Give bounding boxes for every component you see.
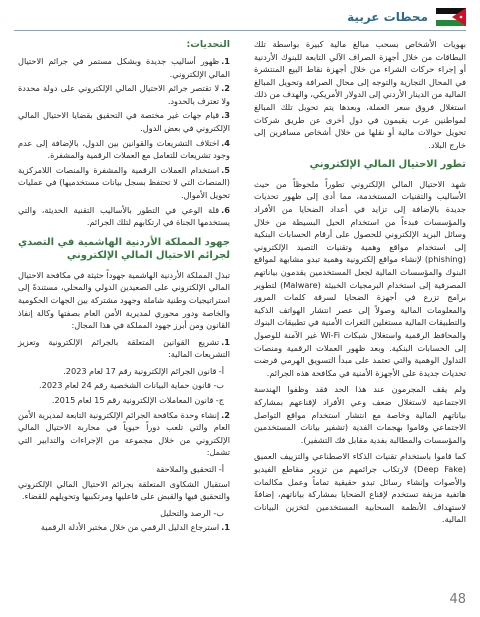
item-number: 2. [221,83,230,94]
jordan-flag-icon [436,8,466,26]
list-item [18,164,230,202]
list-item [18,204,230,229]
list-item [18,409,230,459]
efforts-list-2 [18,409,230,459]
right-column [254,38,466,530]
header-divider [14,30,466,31]
efforts-heading: جهود المملكة الأردنية الهاشمية في التصدي لجرائم الاحتيال المالي الإلكتروني [18,236,230,262]
efforts-list [18,336,230,361]
item-number: 1. [221,336,230,347]
subheading-monitoring: ب- الرصد والتحليل [160,507,224,518]
item-text: قلة الوعي في التطور بالأساليب التقنية الحديثة، والتي يستخدمها الجناة في ارتكابهم لتلك الجرائم. [18,204,230,228]
item-text: لا تقتصر جرائم الاحتيال المالي الإلكتروني على دولة محددة ولا تعترف بالحدود. [18,83,230,106]
law-item: ب- قانون حماية البيانات الشخصية رقم 24 لعام 2023. [39,380,224,391]
evolution-paragraph-2: ولم يقف المجرمون عند هذا الحد فقد وظفوا الهندسة الاجتماعية لاستغلال ضعف وعي الأفراد لإقناعهم بمشاركة بياناتهم المالية وخاصة مع انتشار استخدام مواقع التواصل الاجتماعي وقاموا بهجمات الفدية (تشفير بيانات المستخدمين والمؤسسات والمطالبة بفدية مقابل فك التشفير). [254,384,466,445]
subheading-investigation: أ- التحقيق والملاحقة [156,464,224,475]
intro-paragraph: بهويات الأشخاص بسحب مبالغ مالية كبيرة بواسطة تلك البطاقات من خلال أجهزة الصراف الآلي التابعة للبنوك الأردنية أو إجراء حركات الشراء من خلال أجهزة نقاط البيع المنتشرة في المحال التجارية والتوجه إلى محال الصرافة وتحويل المبالغ المالية من الدينار الأردني إلى الدولار الأمريكي، والهدف من ذلك استغلال فروق سعر العملة، وبعدها يتم تحويل تلك المبالغ لمواطنين عرب يقيمون في دول أخرى عن طريق شركات تحويل حوالات مالية أو نقلها من خلال أشخاص مسافرين إلى خارج البلاد. [254,39,466,150]
list-item [18,109,230,134]
monitoring-list [18,521,230,534]
evolution-paragraph-1: شهد الاحتيال المالي الإلكتروني تطوراً ملحوظاً من حيث الأساليب والتقنيات المستخدمة، مما أدى إلى ظهور تحديات جديدة بالإضافة إلى تزايد في أعداد الضحايا من الأفراد والمؤسسات فبدءاً من استخدام الحيل البسيطة من خلال وسائل البريد الإلكتروني للحصول على أرقام الحسابات البنكية إلى استخدام مواقع وهمية وتقنيات التصيد الإلكتروني (phishing) لإنشاء مواقع إلكترونية وهمية تبدو مشابهة لمواقع البنوك والمؤسسات المالية لجعل المستخدمين يقدمون بياناتهم المصرفية إلى استخدام البرمجيات الخبيثة (Malware) لتطوير برامج تزرع في أجهزة الضحايا لسرقة كلمات المرور والمعلومات المالية وصولاً إلى عصر انتشار الهواتف الذكية والتطبيقات المالية مستغلين الثغرات الأمنية في تطبيقات البنوك والمحافظ الرقمية واستغلال شبكات Wi-Fi غير الآمنة للوصول إلى الحسابات البنكية. وبعد ظهور العملات الرقمية ومنصات التداول الوهمية والتي تعتمد على مبدأ التسويق الهرمي فرضت تحديات جديدة على الأجهزة الأمنية في مكافحة هذه الجرائم. [254,178,467,378]
item-number: 6. [221,204,230,215]
list-item [18,82,230,107]
item-text: استخدام العملات الرقمية والمشفرة والمنصات اللامركزية (المنصات التي لا تحتفظ بسجل بيانات مستخدميها) في عمليات تحويل الأموال. [18,164,230,200]
investigation-text: استقبال الشكاوى المتعلقة بجرائم الاحتيال المالي الإلكتروني والتحقيق فيها والقبض على فاعليها ومرتكبيها وتحويلهم للقضاء. [18,478,230,502]
law-item: أ- قانون الجرائم الإلكترونية رقم 17 لعام 2023. [63,365,224,376]
item-number: 1. [221,56,230,66]
evolution-paragraph-3: كما قاموا باستخدام تقنيات الذكاء الاصطناعي والتزييف العميق (Deep Fake) لارتكاب جرائمهم من تزوير مقاطع الفيديو والأصوات وإنشاء رسائل تبدو حقيقية تماماً وعمل مكالمات هاتفية مزيفة تستخدم لإقناع الضحايا بمشاركة بياناتهم، إضافةً لاستهداف الأنظمة السحابية المستخدمين لتخزين البيانات المالية. [254,451,466,525]
item-text: قيام جهات غير مختصة في التحقيق بقضايا الاحتيال المالي الإلكتروني في بعض الدول. [18,110,230,133]
item-text: استرجاع الدليل الرقمي من خلال مختبر الأدلة الرقمية [40,522,220,533]
item-number: 5. [221,164,230,175]
heading-evolution: تطور الاحتيال المالي الإلكتروني [309,159,466,171]
section-title: محطات عربية [347,10,428,24]
challenges-list [18,55,230,229]
list-item [18,55,230,80]
law-item: ج- قانون المعاملات الإلكترونية رقم 15 لعام 2015. [51,395,224,406]
left-column [18,38,230,538]
item-text: تشريع القوانين المتعلقة بالجرائم الإلكترونية وتعزيز التشريعات المالية: [18,336,230,360]
item-number: 1. [221,522,230,533]
page-number: 48 [449,592,466,607]
item-text: إنشاء وحدة مكافحة الجرائم الإلكترونية التابعة لمديرية الأمن العام والتي تلعب دوراً حيوياً في محاربة الاحتيال المالي الإلكتروني من خلال مجموعة من الإجراءات والتدابير التي تشمل: [18,409,230,458]
item-number: 2. [221,409,230,420]
list-item [18,137,230,162]
item-text: اختلاف التشريعات والقوانين بين الدول، بالإضافة إلى عدم وجود تشريعات للتعامل مع العملات الرقمية والمشفرة. [18,137,230,161]
challenges-heading: التحديات: [186,39,230,50]
list-item [18,336,230,361]
page-header [0,0,480,34]
item-number: 4. [221,137,230,148]
efforts-intro: تبذل المملكة الأردنية الهاشمية جهوداً حثيثة في مكافحة الاحتيال المالي الإلكتروني على الصعيدين الدولي والمحلي، مستندةً إلى استراتيجيات وطنية شاملة وجهود مشتركة بين الجهات الحكومية والخاصة ودور محوري لمديرية الأمن العام بصفتها وكالة إنفاذ القانون ومن أبرز جهود المملكة في هذا المجال: [18,269,230,331]
item-text: ظهور أساليب جديدة وبشكل مستمر في جرائم الاحتيال المالي الإلكتروني. [18,56,230,79]
list-item [18,521,230,534]
item-number: 3. [221,110,230,121]
